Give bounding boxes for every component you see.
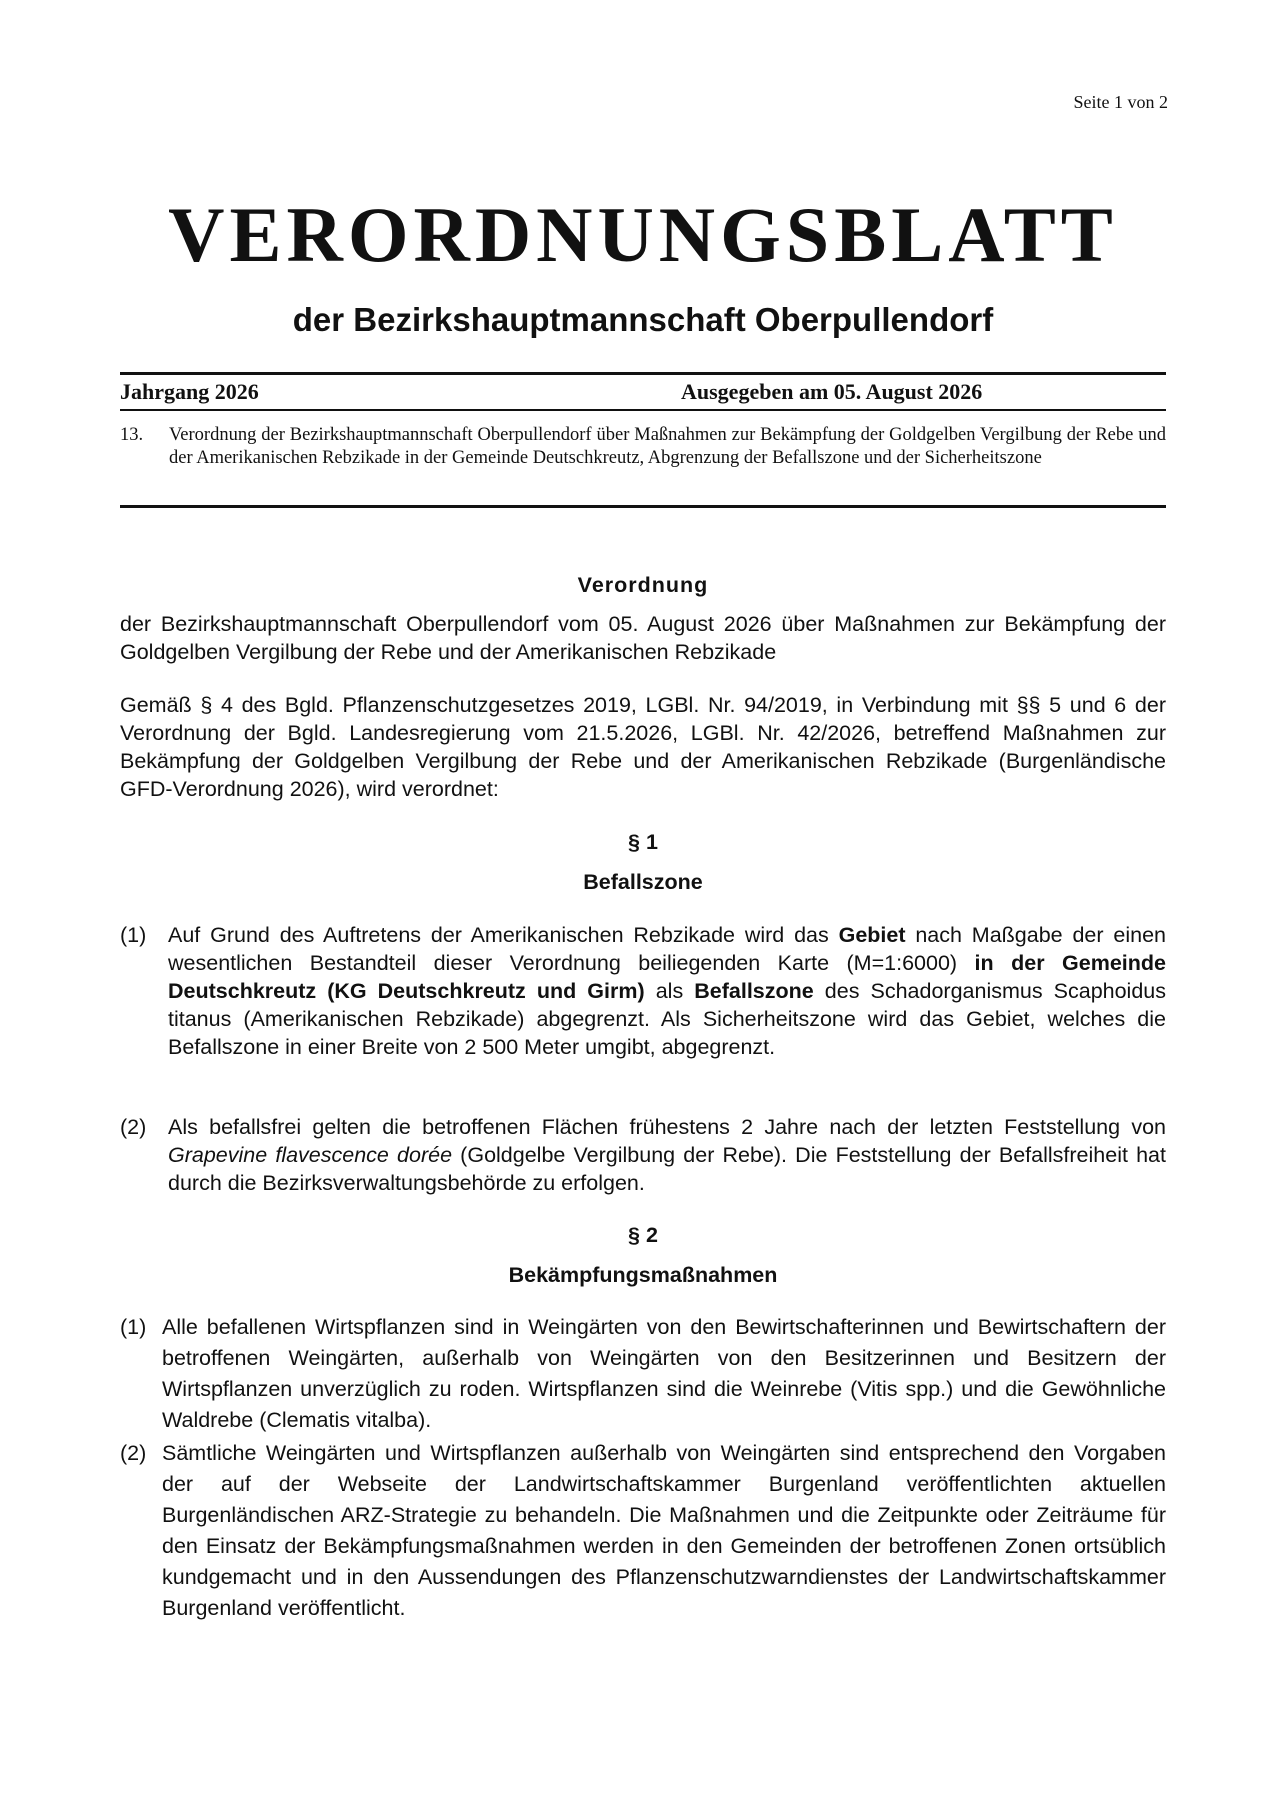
- page-number: Seite 1 von 2: [1073, 92, 1168, 112]
- bold-run: Gebiet: [838, 923, 906, 947]
- paragraph-text: [168, 1113, 1166, 1197]
- text-run: als: [644, 979, 695, 1003]
- header-rule-top: [120, 372, 1166, 375]
- text-run: (Goldgelbe Vergilbung der Rebe). Die Feststellung der Befallsfreiheit hat durch die Bezirksverwaltungsbehörde zu erfolgen.: [168, 1143, 1166, 1195]
- legal-basis-paragraph: Gemäß § 4 des Bgld. Pflanzenschutzgesetzes 2019, LGBl. Nr. 94/2019, in Verbindung mit §§ 5 und 6 der Verordnung der Bgld. Landesregierung vom 21.5.2026, LGBl. Nr. 42/2026, betreffend Maßnahmen zur Bekämpfung der Goldgelben Vergilbung der Rebe und der Amerikanischen Rebzikade (Burgenländische GFD-Verordnung 2026), wird verordnet:: [120, 693, 1166, 801]
- paragraph-text: [168, 921, 1166, 1061]
- text-run: Auf Grund des Auftretens der Amerikanischen Rebzikade wird das: [168, 923, 839, 947]
- section-1-number: § 1: [628, 830, 658, 854]
- header-rule-middle: [120, 409, 1166, 411]
- section-2-paragraph-2: [120, 1438, 1166, 1624]
- paragraph-number: (1): [120, 1315, 147, 1339]
- bold-run: in der Gemeinde Deutschkreutz (KG Deutschkreutz und Girm): [168, 951, 1166, 1003]
- text-run: des Schadorganismus Scaphoidus titanus (Amerikanischen Rebzikade) abgegrenzt. Als Sicherheitszone wird das Gebiet, welches die Befallszone in einer Breite von 2 500 Meter umgibt, abgegrenzt.: [168, 979, 1167, 1059]
- section-1-title: Befallszone: [583, 870, 703, 894]
- section-2-title: Bekämpfungsmaßnahmen: [508, 1263, 778, 1287]
- text-run: nach Maßgabe der einen wesentlichen Bestandteil dieser Verordnung beiliegenden Karte (M=1:6000): [168, 923, 1166, 975]
- issued-date-label: Ausgegeben am 05. August 2026: [681, 379, 983, 404]
- bold-run: Befallszone: [694, 979, 814, 1003]
- masthead-subtitle: der Bezirkshauptmannschaft Oberpullendorf: [292, 301, 994, 338]
- ordinance-intro: der Bezirkshauptmannschaft Oberpullendorf vom 05. August 2026 über Maßnahmen zur Bekämpfung der Goldgelben Vergilbung der Rebe und der Amerikanischen Rebzikade: [120, 612, 1166, 664]
- masthead-title: VERORDNUNGSBLATT: [168, 191, 1118, 278]
- year-label: Jahrgang 2026: [120, 379, 259, 404]
- paragraph-number: (2): [120, 1115, 147, 1139]
- section-1-paragraph-1: [120, 921, 1166, 1061]
- italic-run: Grapevine flavescence dorée: [168, 1143, 453, 1167]
- toc-entry-number: 13.: [120, 425, 144, 445]
- toc-entry: [120, 424, 1166, 470]
- paragraph-number: (1): [120, 923, 147, 947]
- paragraph-text: Sämtliche Weingärten und Wirtspflanzen außerhalb von Weingärten sind entsprechend den Vorgaben der auf der Webseite der Landwirtschaftskammer Burgenland veröffentlichten aktuellen Burgenländischen ARZ-Strategie zu behandeln. Die Maßnahmen und die Zeitpunkte oder Zeiträume für den Einsatz der Bekämpfungsmaßnahmen werden in den Gemeinden der betroffenen Zonen ortsüblich kundgemacht und in den Aussendungen des Pflanzenschutzwarndienstes der Landwirtschaftskammer Burgenland veröffentlicht.: [162, 1441, 1166, 1620]
- paragraph-number: (2): [120, 1441, 147, 1465]
- toc-entry-text: Verordnung der Bezirkshauptmannschaft Oberpullendorf über Maßnahmen zur Bekämpfung der Goldgelben Vergilbung der Rebe und der Amerikanischen Rebzikade in der Gemeinde Deutschkreutz, Abgrenzung der Befallszone und der Sicherheitszone: [169, 425, 1166, 468]
- header-rule-bottom: [120, 505, 1166, 508]
- issue-info-row: [120, 376, 1166, 408]
- paragraph-text: Alle befallenen Wirtspflanzen sind in Weingärten von den Bewirtschafterinnen und Bewirtschaftern der betroffenen Weingärten, außerhalb von Weingärten von den Besitzerinnen und Besitzern der Wirtspflanzen unverzüglich zu roden. Wirtspflanzen sind die Weinrebe (Vitis spp.) und die Gewöhnliche Waldrebe (Clematis vitalba).: [162, 1315, 1166, 1432]
- section-2-number: § 2: [628, 1223, 658, 1247]
- text-run: Als befallsfrei gelten die betroffenen Flächen frühestens 2 Jahre nach der letzten Feststellung von: [168, 1115, 1166, 1139]
- section-2-paragraph-1: [120, 1312, 1166, 1436]
- section-1-paragraph-2: [120, 1113, 1166, 1197]
- ordinance-heading: Verordnung: [577, 573, 709, 597]
